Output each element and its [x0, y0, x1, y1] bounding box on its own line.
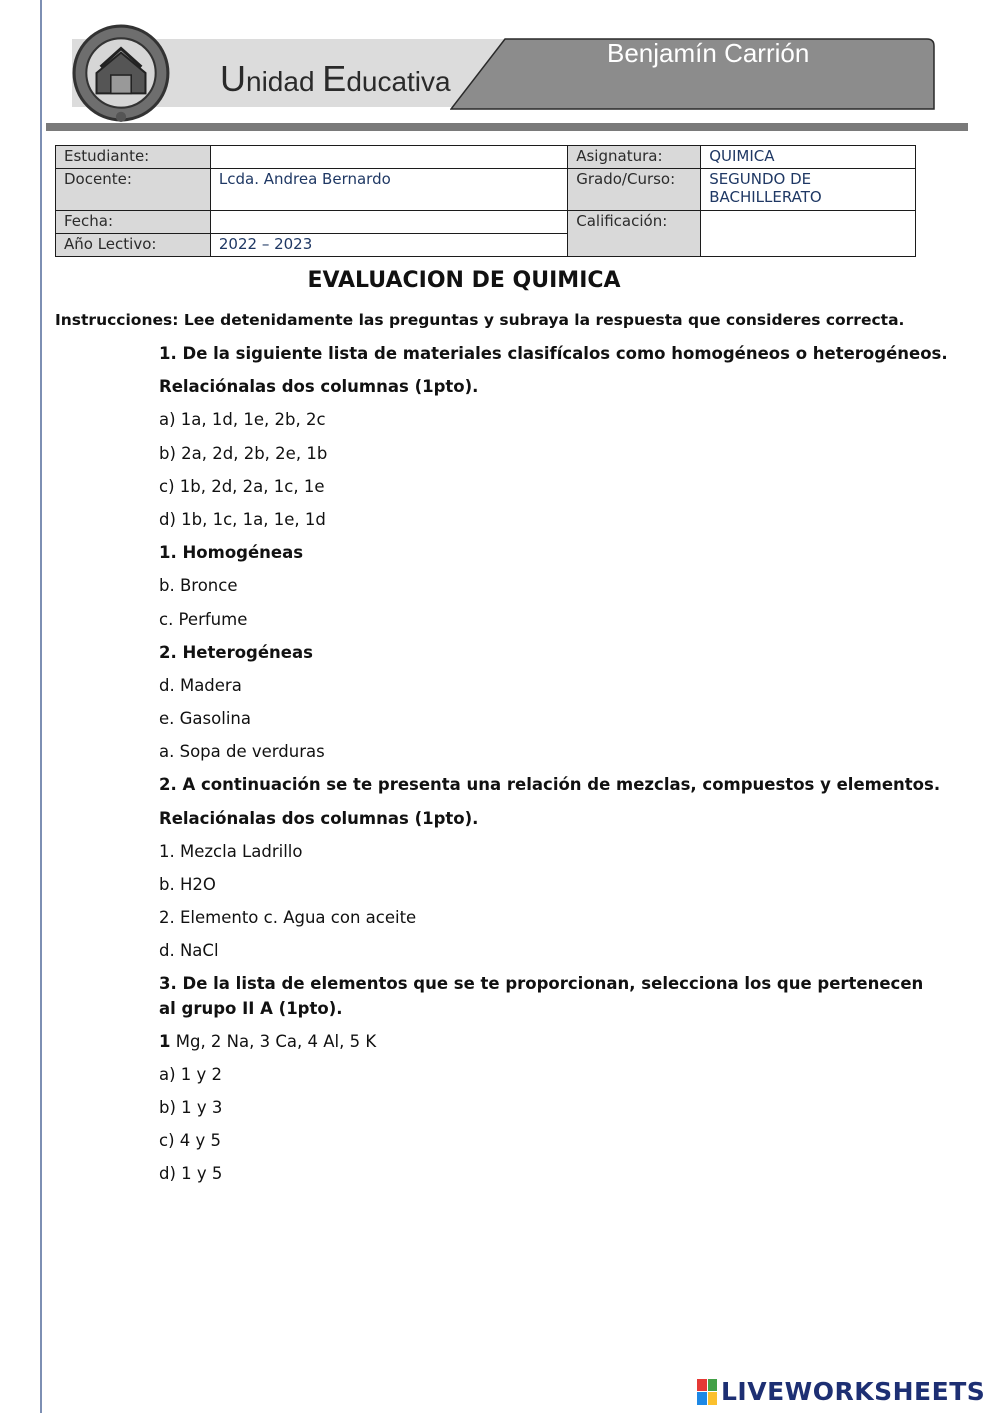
- student-info-table: [55, 145, 916, 257]
- instructions: Instrucciones: Lee detenidamente las preguntas y subraya la respuesta que consideres correcta.: [55, 311, 905, 329]
- educativa-initial: E: [322, 58, 347, 99]
- q1-option-a[interactable]: a) 1a, 1d, 1e, 2b, 2c: [159, 410, 326, 430]
- list-item: b. H2O: [159, 875, 216, 894]
- educativa-rest: ducativa: [346, 66, 451, 97]
- q3-option-d[interactable]: d) 1 y 5: [159, 1164, 223, 1184]
- year-label: Año Lectivo:: [56, 234, 211, 257]
- questions-section: [159, 340, 948, 1194]
- q1-subprompt: Relaciónalas dos columnas (1pto).: [159, 377, 479, 397]
- liveworksheets-brand: LIVEWORKSHEETS: [721, 1377, 986, 1406]
- q3-option-b[interactable]: b) 1 y 3: [159, 1097, 223, 1117]
- unidad-rest: nidad: [246, 66, 323, 97]
- subject-label: Asignatura:: [568, 146, 701, 169]
- grade-value: [701, 169, 916, 211]
- unidad-initial: U: [220, 58, 246, 99]
- school-name: Benjamín Carrión: [607, 38, 810, 68]
- q3-option-c[interactable]: c) 4 y 5: [159, 1131, 222, 1151]
- school-seal-icon: [70, 22, 172, 124]
- date-label: Fecha:: [56, 211, 211, 234]
- unidad-educativa-title: [220, 58, 451, 100]
- score-label: Calificación:: [568, 211, 701, 257]
- page-margin-line: [40, 0, 42, 1413]
- list-item: 2. Elemento c. Agua con aceite: [159, 908, 417, 928]
- q2-subprompt: Relaciónalas dos columnas (1pto).: [159, 808, 479, 828]
- list-item: 1. Mezcla Ladrillo: [159, 841, 303, 861]
- date-field[interactable]: [210, 211, 567, 234]
- teacher-value: Lcda. Andrea Bernardo: [210, 169, 567, 211]
- student-field[interactable]: [210, 146, 567, 169]
- score-field[interactable]: [701, 211, 916, 257]
- grade-value-line2: BACHILLERATO: [709, 188, 822, 206]
- grade-label: Grado/Curso:: [568, 169, 701, 211]
- list-item: c. Perfume: [159, 609, 248, 629]
- q3-list-number: 1: [159, 1031, 171, 1051]
- q1-group2-title: 2. Heterogéneas: [159, 642, 313, 662]
- q1-prompt: 1. De la siguiente lista de materiales clasifícalos como homogéneos o heterogéneos.: [159, 344, 948, 363]
- page-title: EVALUACION DE QUIMICA: [307, 268, 621, 293]
- list-item: d. Madera: [159, 675, 242, 695]
- q1-option-b[interactable]: b) 2a, 2d, 2b, 2e, 1b: [159, 443, 328, 463]
- header-rule: [46, 123, 968, 131]
- student-label: Estudiante:: [56, 146, 211, 169]
- q3-option-a[interactable]: a) 1 y 2: [159, 1064, 223, 1084]
- grade-value-line1: SEGUNDO DE: [709, 170, 812, 188]
- list-item: e. Gasolina: [159, 709, 251, 729]
- q3-element-list: [159, 1028, 939, 1061]
- mark-square: [697, 1379, 707, 1392]
- q2-prompt: 2. A continuación se te presenta una relación de mezclas, compuestos y elementos.: [159, 775, 941, 795]
- q1-option-c[interactable]: c) 1b, 2d, 2a, 1c, 1e: [159, 476, 325, 496]
- q1-group1-title: 1. Homogéneas: [159, 543, 304, 563]
- q3-list-rest: Mg, 2 Na, 3 Ca, 4 Al, 5 K: [170, 1031, 377, 1051]
- q1-option-d[interactable]: d) 1b, 1c, 1a, 1e, 1d: [159, 509, 326, 529]
- liveworksheets-logo[interactable]: [697, 1377, 985, 1406]
- mark-square: [708, 1392, 718, 1405]
- teacher-label: Docente:: [56, 169, 211, 211]
- subject-value: QUIMICA: [701, 146, 916, 169]
- mark-square: [708, 1379, 718, 1392]
- list-item: a. Sopa de verduras: [159, 742, 325, 762]
- year-value: 2022 – 2023: [210, 234, 567, 257]
- list-item: b. Bronce: [159, 576, 238, 596]
- list-item: d. NaCl: [159, 941, 219, 961]
- liveworksheets-mark-icon: [697, 1379, 717, 1405]
- mark-square: [697, 1392, 707, 1405]
- q3-prompt: 3. De la lista de elementos que se te proporcionan, selecciona los que pertenecen al grupo II A (1pto).: [159, 973, 924, 1018]
